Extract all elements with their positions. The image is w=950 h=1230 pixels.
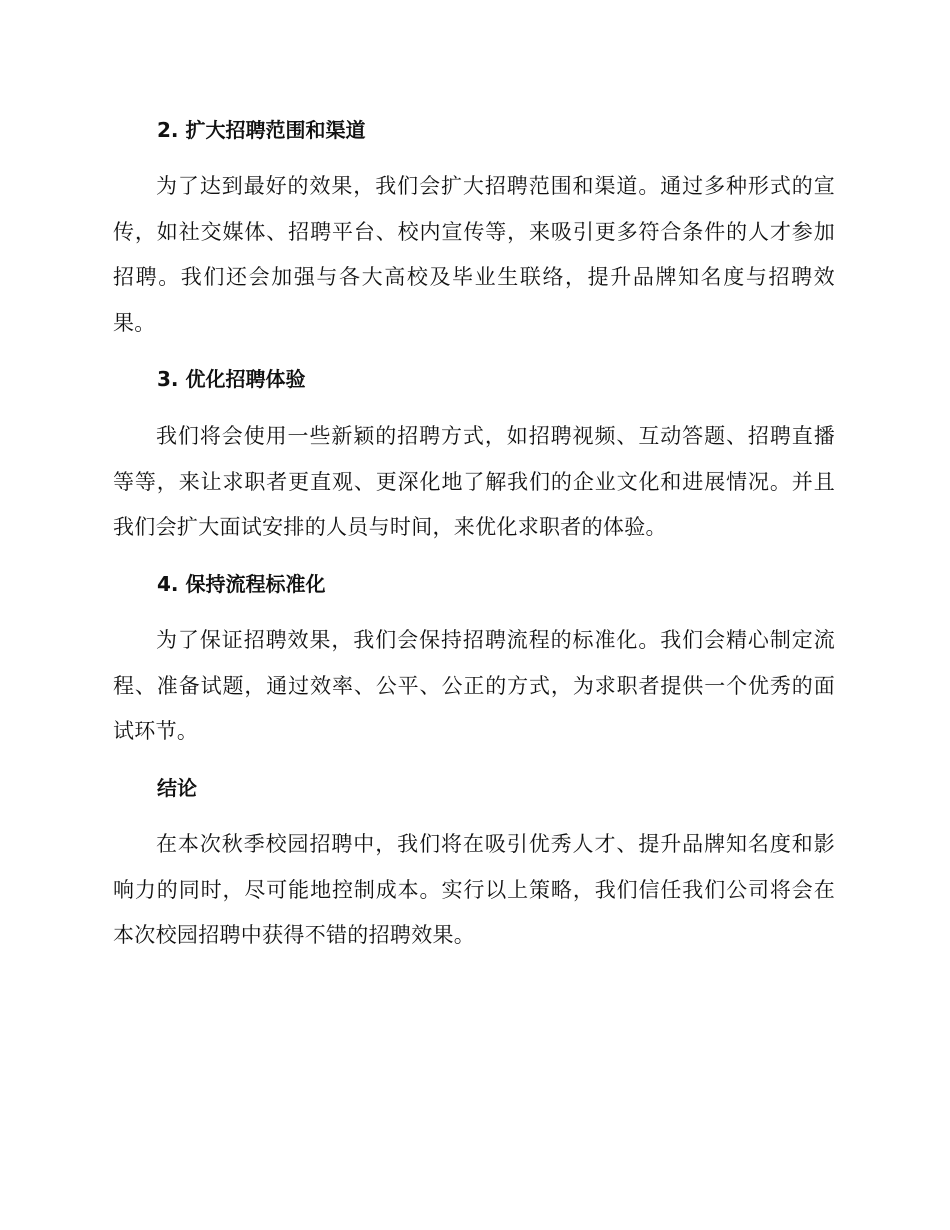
section-heading-standardize-process: 4. 保持流程标准化: [157, 572, 326, 596]
section-heading-expand-channels: 2. 扩大招聘范围和渠道: [157, 118, 366, 142]
section-heading-optimize-experience: 3. 优化招聘体验: [157, 367, 306, 391]
section-body-expand-channels: 为了达到最好的效果，我们会扩大招聘范围和渠道。通过多种形式的宣传，如社交媒体、招聘平台、校内宣传等，来吸引更多符合条件的人才参加招聘。我们还会加强与各大高校及毕业生联络，提升品牌知名度与招聘效果。: [113, 174, 835, 335]
section-heading-conclusion: 结论: [157, 776, 197, 800]
section-body-conclusion: 在本次秋季校园招聘中，我们将在吸引优秀人才、提升品牌知名度和影响力的同时，尽可能地控制成本。实行以上策略，我们信任我们公司将会在本次校园招聘中获得不错的招聘效果。: [113, 832, 835, 947]
section-body-optimize-experience: 我们将会使用一些新颖的招聘方式，如招聘视频、互动答题、招聘直播等等，来让求职者更直观、更深化地了解我们的企业文化和进展情况。并且我们会扩大面试安排的人员与时间，来优化求职者的体验。: [113, 424, 835, 539]
section-body-standardize-process: 为了保证招聘效果，我们会保持招聘流程的标准化。我们会精心制定流程、准备试题，通过效率、公平、公正的方式，为求职者提供一个优秀的面试环节。: [113, 628, 835, 743]
